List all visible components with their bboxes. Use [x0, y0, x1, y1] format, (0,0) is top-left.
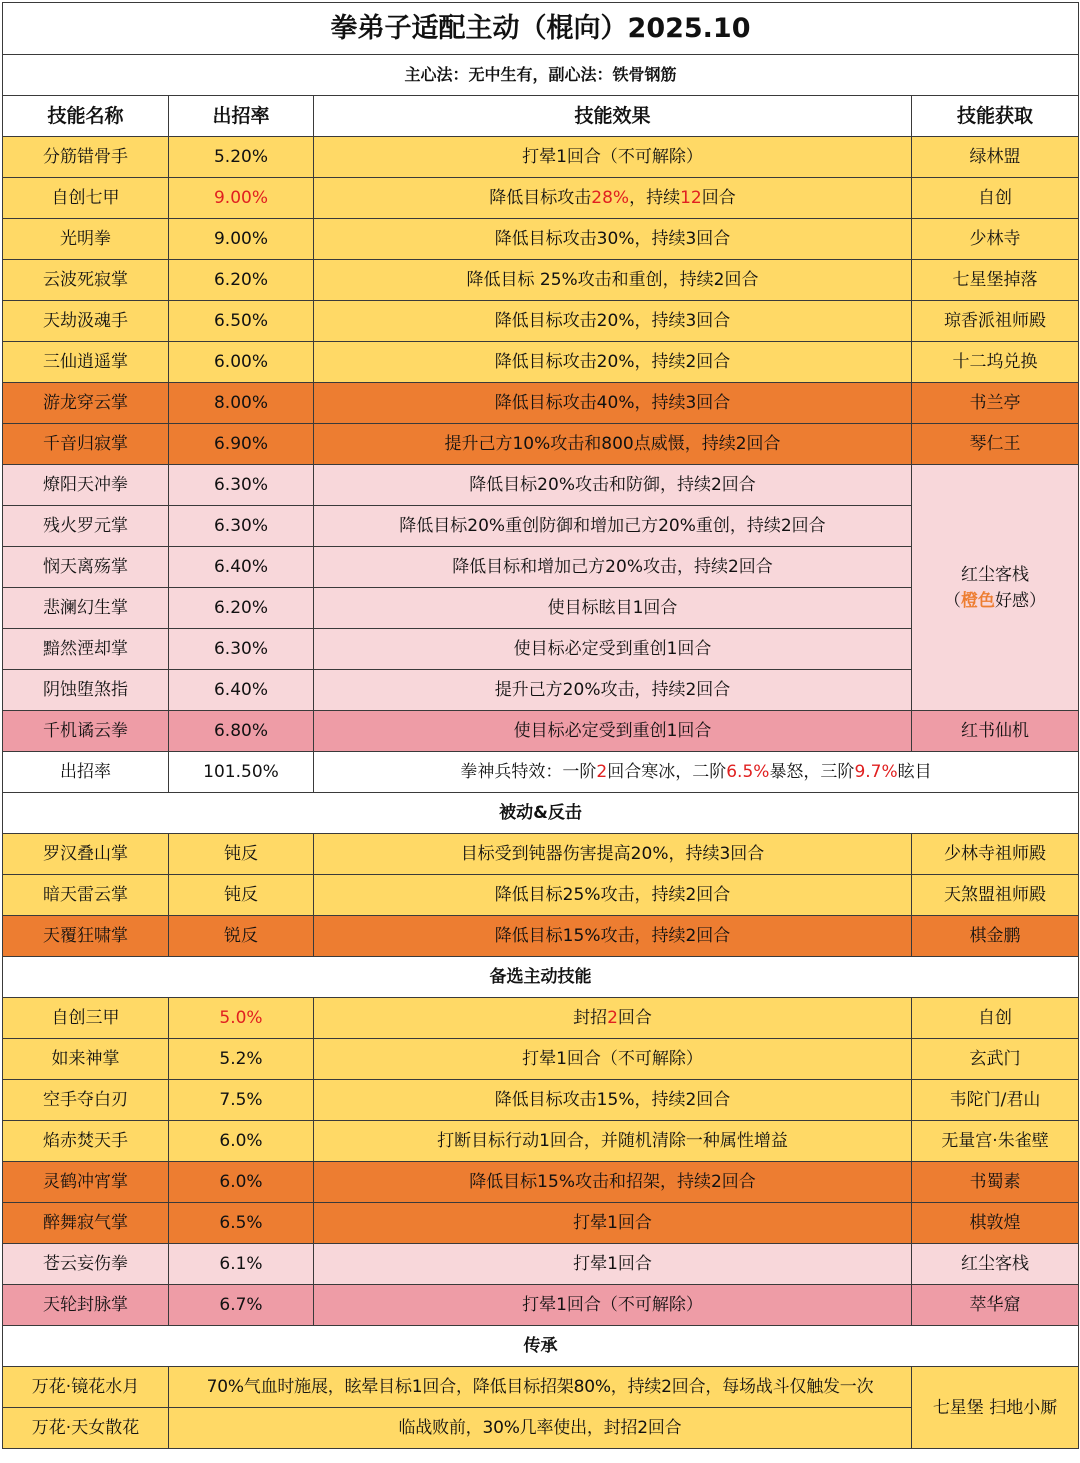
skill-source: 棋敦煌 — [912, 1203, 1079, 1244]
skill-name: 暗天雷云掌 — [3, 875, 169, 916]
skill-source: 自创 — [912, 998, 1079, 1039]
skill-effect: 降低目标15%攻击，持续2回合 — [314, 916, 912, 957]
skill-source: 玄武门 — [912, 1039, 1079, 1080]
skill-effect: 降低目标攻击30%，持续3回合 — [314, 219, 912, 260]
table-row — [3, 1080, 1079, 1121]
skill-name: 云波死寂掌 — [3, 260, 169, 301]
skill-effect: 打晕1回合（不可解除） — [314, 1039, 912, 1080]
table-row — [3, 1039, 1079, 1080]
skill-source: 无量宫·朱雀壁 — [912, 1121, 1079, 1162]
skill-name: 光明拳 — [3, 219, 169, 260]
skill-effect: 目标受到钝器伤害提高20%，持续3回合 — [314, 834, 912, 875]
page-subtitle: 主心法：无中生有，副心法：铁骨钢筋 — [3, 55, 1079, 96]
merged-skill-source — [912, 465, 1079, 711]
skill-rate: 5.20% — [169, 137, 314, 178]
table-row — [3, 1285, 1079, 1326]
skill-rate: 9.00% — [169, 219, 314, 260]
skill-name: 游龙穿云掌 — [3, 383, 169, 424]
skill-effect: 打晕1回合 — [314, 1244, 912, 1285]
source-line1: 红尘客栈 — [961, 564, 1030, 585]
skill-effect: 降低目标20%重创防御和增加己方20%重创，持续2回合 — [314, 506, 912, 547]
skill-rate: 6.40% — [169, 547, 314, 588]
skill-source: 天煞盟祖师殿 — [912, 875, 1079, 916]
table-row — [3, 1121, 1079, 1162]
table-row — [3, 383, 1079, 424]
table-row — [3, 424, 1079, 465]
table-row — [3, 916, 1079, 957]
legacy-effect: 临战败前，30%几率使出，封招2回合 — [169, 1408, 912, 1449]
skill-effect: 降低目标25%攻击，持续2回合 — [314, 875, 912, 916]
skill-source: 七星堡掉落 — [912, 260, 1079, 301]
skill-rate: 6.20% — [169, 588, 314, 629]
section-title-legacy: 传承 — [3, 1326, 1079, 1367]
effect-text: 回合寒冰，二阶 — [607, 762, 727, 782]
effect-highlight: 9.7% — [854, 762, 898, 782]
skill-name: 自创三甲 — [3, 998, 169, 1039]
legacy-name: 万花·镜花水月 — [3, 1367, 169, 1408]
skill-name: 千音归寂掌 — [3, 424, 169, 465]
skill-name: 燎阳天冲拳 — [3, 465, 169, 506]
skill-name: 如来神掌 — [3, 1039, 169, 1080]
skill-effect: 使目标必定受到重创1回合 — [314, 711, 912, 752]
total-label: 出招率 — [3, 752, 169, 793]
skill-source: 少林寺祖师殿 — [912, 834, 1079, 875]
weapon-effect — [314, 752, 1079, 793]
skill-name: 天劫汲魂手 — [3, 301, 169, 342]
skill-effect: 打晕1回合（不可解除） — [314, 1285, 912, 1326]
skill-rate: 7.5% — [169, 1080, 314, 1121]
table-row — [3, 711, 1079, 752]
skill-name: 三仙逍遥掌 — [3, 342, 169, 383]
skill-rate: 5.2% — [169, 1039, 314, 1080]
table-row — [3, 1367, 1079, 1408]
skill-rate: 钝反 — [169, 834, 314, 875]
skill-rate: 6.7% — [169, 1285, 314, 1326]
table-row — [3, 465, 1079, 506]
effect-text: 暴怒，三阶 — [769, 762, 855, 782]
section-title-alternate: 备选主动技能 — [3, 957, 1079, 998]
skill-name: 醉舞寂气掌 — [3, 1203, 169, 1244]
table-row — [3, 260, 1079, 301]
skill-rate: 6.30% — [169, 629, 314, 670]
skill-effect: 降低目标15%攻击和招架，持续2回合 — [314, 1162, 912, 1203]
table-row — [3, 301, 1079, 342]
skill-source: 红书仙机 — [912, 711, 1079, 752]
skill-source: 萃华窟 — [912, 1285, 1079, 1326]
skill-name: 千机谲云拳 — [3, 711, 169, 752]
skill-effect: 打晕1回合 — [314, 1203, 912, 1244]
skill-effect: 打晕1回合（不可解除） — [314, 137, 912, 178]
skill-name: 黯然湮却掌 — [3, 629, 169, 670]
source-paren: （ — [944, 590, 962, 611]
skill-effect: 打断目标行动1回合，并随机清除一种属性增益 — [314, 1121, 912, 1162]
skill-source: 红尘客栈 — [912, 1244, 1079, 1285]
skill-source: 少林寺 — [912, 219, 1079, 260]
page-title: 拳弟子适配主动（棍向）2025.10 — [3, 3, 1079, 55]
skill-rate: 6.80% — [169, 711, 314, 752]
skill-name: 残火罗元掌 — [3, 506, 169, 547]
skill-rate: 6.30% — [169, 506, 314, 547]
effect-highlight: 2 — [607, 1008, 618, 1028]
skill-source: 琴仁王 — [912, 424, 1079, 465]
skill-effect: 降低目标 25%攻击和重创，持续2回合 — [314, 260, 912, 301]
total-row — [3, 752, 1079, 793]
legacy-source: 七星堡 扫地小厮 — [912, 1367, 1079, 1449]
skill-effect: 降低目标攻击20%，持续3回合 — [314, 301, 912, 342]
skill-effect: 降低目标和增加己方20%攻击，持续2回合 — [314, 547, 912, 588]
skill-source: 书兰亭 — [912, 383, 1079, 424]
header-row — [3, 96, 1079, 137]
skill-rate: 6.50% — [169, 301, 314, 342]
skill-rate: 6.40% — [169, 670, 314, 711]
skill-name: 自创七甲 — [3, 178, 169, 219]
skill-source: 自创 — [912, 178, 1079, 219]
table-row — [3, 1162, 1079, 1203]
header-name: 技能名称 — [3, 96, 169, 137]
table-row — [3, 875, 1079, 916]
table-row — [3, 1244, 1079, 1285]
skill-rate: 6.1% — [169, 1244, 314, 1285]
table-row — [3, 219, 1079, 260]
source-rest: 好感） — [995, 590, 1047, 611]
legacy-effect: 70%气血时施展，眩晕目标1回合，降低目标招架80%，持续2回合，每场战斗仅触发一次 — [169, 1367, 912, 1408]
skill-rate: 锐反 — [169, 916, 314, 957]
effect-highlight: 6.5% — [726, 762, 770, 782]
source-color-word: 橙色 — [961, 590, 996, 611]
skill-rate: 6.20% — [169, 260, 314, 301]
skill-effect: 使目标必定受到重创1回合 — [314, 629, 912, 670]
skill-name: 阴蚀堕煞指 — [3, 670, 169, 711]
skill-name: 悲澜幻生掌 — [3, 588, 169, 629]
skill-name: 罗汉叠山掌 — [3, 834, 169, 875]
skill-rate: 钝反 — [169, 875, 314, 916]
skill-name: 天轮封脉掌 — [3, 1285, 169, 1326]
skill-source: 绿林盟 — [912, 137, 1079, 178]
table-row — [3, 834, 1079, 875]
effect-text: ，持续 — [629, 188, 681, 208]
skill-name: 苍云妄伤拳 — [3, 1244, 169, 1285]
effect-text: 降低目标攻击 — [489, 188, 592, 208]
effect-text: 拳神兵特效：一阶 — [460, 762, 597, 782]
skill-source: 琼香派祖师殿 — [912, 301, 1079, 342]
skill-name: 焰赤焚天手 — [3, 1121, 169, 1162]
skill-rate: 5.0% — [169, 998, 314, 1039]
skill-source: 书蜀素 — [912, 1162, 1079, 1203]
skill-table — [2, 2, 1079, 1449]
header-source: 技能获取 — [912, 96, 1079, 137]
skill-effect: 提升己方20%攻击，持续2回合 — [314, 670, 912, 711]
skill-rate: 9.00% — [169, 178, 314, 219]
skill-source: 十二坞兑换 — [912, 342, 1079, 383]
skill-rate: 6.30% — [169, 465, 314, 506]
skill-name: 空手夺白刃 — [3, 1080, 169, 1121]
effect-text: 回合 — [617, 1008, 652, 1028]
skill-effect: 降低目标20%攻击和防御，持续2回合 — [314, 465, 912, 506]
table-row — [3, 137, 1079, 178]
skill-source: 韦陀门/君山 — [912, 1080, 1079, 1121]
skill-rate: 6.0% — [169, 1121, 314, 1162]
effect-highlight: 28% — [591, 188, 630, 208]
table-row — [3, 1203, 1079, 1244]
skill-rate: 6.90% — [169, 424, 314, 465]
total-value: 101.50% — [169, 752, 314, 793]
skill-effect: 提升己方10%攻击和800点威慑，持续2回合 — [314, 424, 912, 465]
skill-effect: 使目标眩目1回合 — [314, 588, 912, 629]
skill-source: 棋金鹏 — [912, 916, 1079, 957]
section-title-passive: 被动&反击 — [3, 793, 1079, 834]
skill-effect: 降低目标攻击40%，持续3回合 — [314, 383, 912, 424]
table-row — [3, 178, 1079, 219]
skill-effect — [314, 998, 912, 1039]
effect-text: 眩目 — [897, 762, 932, 782]
header-rate: 出招率 — [169, 96, 314, 137]
skill-rate: 6.0% — [169, 1162, 314, 1203]
skill-rate: 6.00% — [169, 342, 314, 383]
skill-name: 灵鹤冲宵掌 — [3, 1162, 169, 1203]
effect-text: 封招 — [573, 1008, 608, 1028]
effect-text: 回合 — [701, 188, 736, 208]
table-row — [3, 342, 1079, 383]
effect-highlight: 12 — [680, 188, 702, 208]
skill-rate: 6.5% — [169, 1203, 314, 1244]
skill-name: 悯天离殇掌 — [3, 547, 169, 588]
skill-rate: 8.00% — [169, 383, 314, 424]
header-effect: 技能效果 — [314, 96, 912, 137]
table-row — [3, 998, 1079, 1039]
skill-effect — [314, 178, 912, 219]
skill-name: 分筋错骨手 — [3, 137, 169, 178]
skill-name: 天覆狂啸掌 — [3, 916, 169, 957]
effect-highlight: 2 — [596, 762, 608, 782]
skill-effect: 降低目标攻击20%，持续2回合 — [314, 342, 912, 383]
legacy-name: 万花·天女散花 — [3, 1408, 169, 1449]
skill-effect: 降低目标攻击15%，持续2回合 — [314, 1080, 912, 1121]
